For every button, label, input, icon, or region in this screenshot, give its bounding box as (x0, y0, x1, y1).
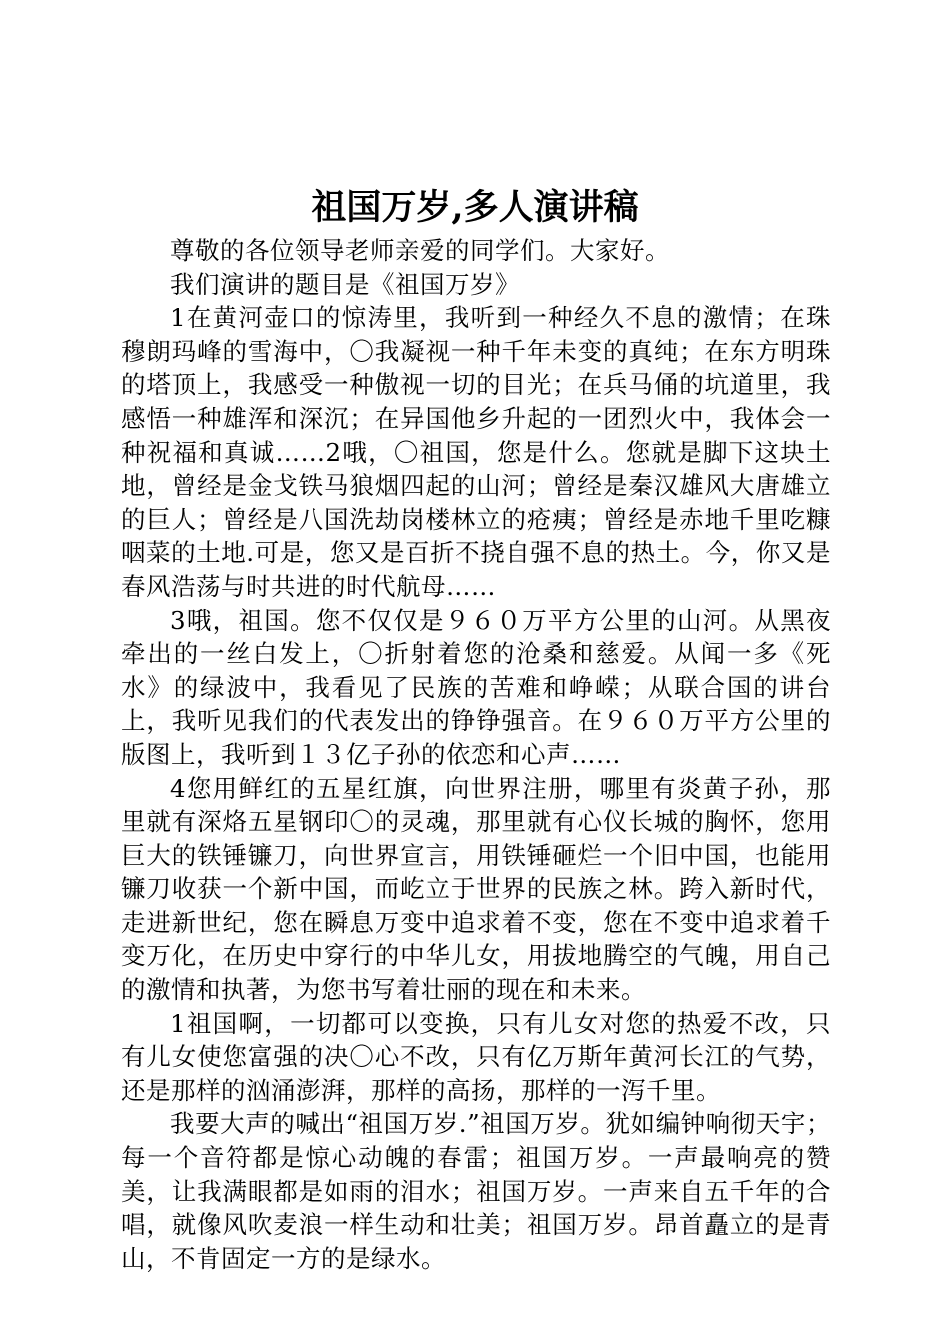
paragraph-topic: 我们演讲的题目是《祖国万岁》 (170, 269, 520, 299)
paragraph-section-1: 1在黄河壶口的惊涛里，我听到一种经久不息的激情；在珠穆朗玛峰的雪海中，〇我凝视一种千年未变的真纯；在东方明珠的塔顶上，我感受一种傲视一切的目光；在兵马俑的坑道里，我感悟一种雄浑和深沉；在异国他乡升起的一团烈火中，我体会一种祝福和真诚……2哦，〇祖国，您是什么。您就是脚下这块土地，曾经是金戈铁马狼烟四起的山河；曾经是秦汉雄风大唐雄立的巨人；曾经是八国洗劫岗楼林立的疮痍；曾经是赤地千里吃糠咽菜的土地.可是，您又是百折不挠自强不息的热土。今，你又是春风浩荡与时共进的时代航母…… (121, 303, 831, 601)
paragraph-homeland: 1祖国啊，一切都可以变换，只有儿女对您的热爱不改，只有儿女使您富强的决〇心不改，只有亿万斯年黄河长江的气势，还是那样的汹涌澎湃，那样的高扬，那样的一泻千里。 (121, 1008, 831, 1105)
paragraph-section-3: 3哦，祖国。您不仅仅是９６０万平方公里的山河。从黑夜牵出的一丝白发上，〇折射着您的沧桑和慈爱。从闻一多《死水》的绿波中，我看见了民族的苦难和峥嵘；从联合国的讲台上，我听见我们的代表发出的铮铮强音。在９６０万平方公里的版图上，我听到１３亿子孙的依恋和心声…… (121, 605, 831, 769)
document-body (121, 234, 831, 1275)
paragraph-section-4: 4您用鲜红的五星红旗，向世界注册，哪里有炎黄子孙，那里就有深烙五星钢印〇的灵魂，那里就有心仪长城的胸怀，您用巨大的铁锤镰刀，向世界宣言，用铁锤砸烂一个旧中国，也能用镰刀收获一个新中国，而屹立于世界的民族之林。跨入新时代，走进新世纪，您在瞬息万变中追求着不变，您在不变中追求着千变万化，在历史中穿行的中华儿女，用拔地腾空的气魄，用自己的激情和执著，为您书写着壮丽的现在和未来。 (121, 773, 831, 1005)
document-title: 祖国万岁,多人演讲稿 (311, 187, 639, 228)
paragraph-greeting: 尊敬的各位领导老师亲爱的同学们。大家好。 (170, 236, 670, 265)
paragraph-closing: 我要大声的喊出“祖国万岁.”祖国万岁。犹如编钟响彻天宇；每一个音符都是惊心动魄的春雷；祖国万岁。一声最响亮的赞美，让我满眼都是如雨的泪水；祖国万岁。一声来自五千年的合唱，就像风吹麦浪一样生动和壮美；祖国万岁。昂首矗立的是青山，不肯固定一方的是绿水。 (121, 1109, 831, 1273)
